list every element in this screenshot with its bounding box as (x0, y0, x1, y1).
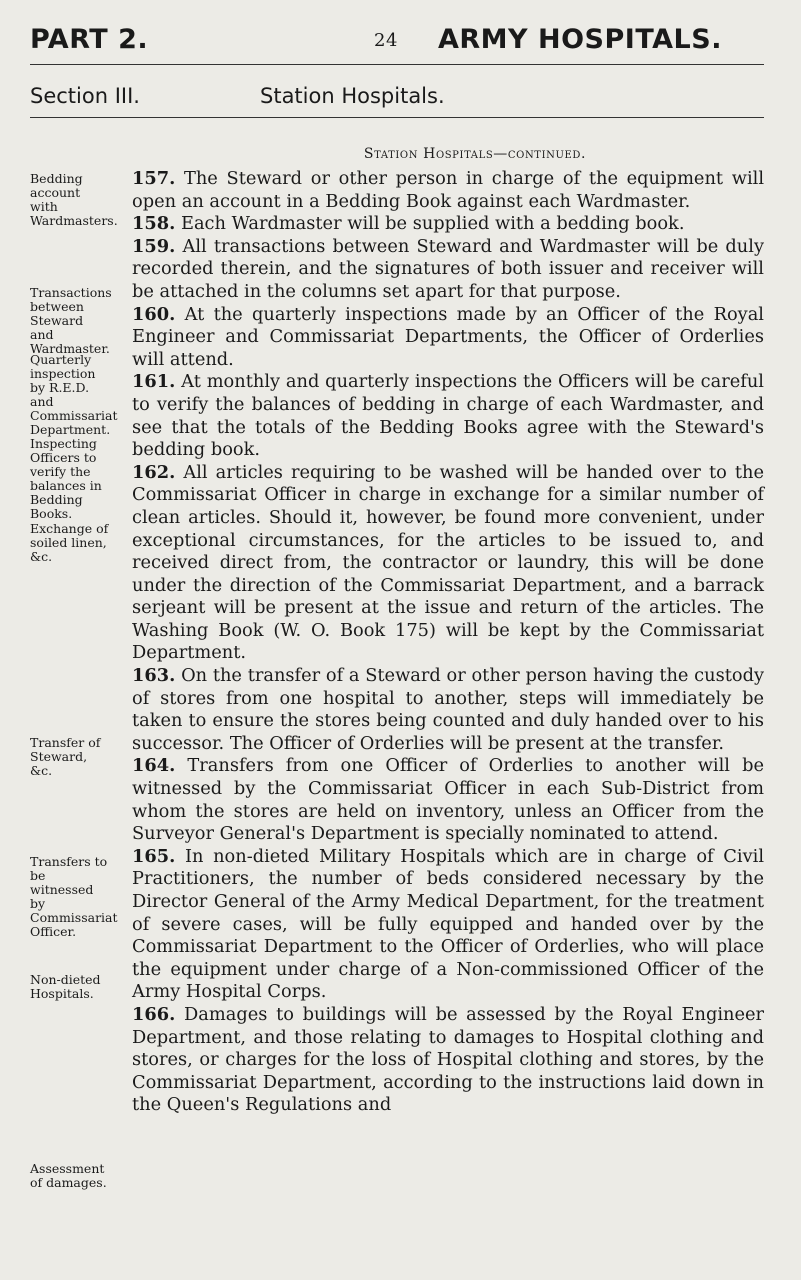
paragraph-text: All articles requiring to be washed will be handed over to the Commissariat Officer in charge in exchange for a similar number of clean articles. Should it, however, be found more convenient, under exceptional circumstances, for the articles to be issued to, and received direct from, the contractor or laundry, this will be done under the direction of the Commissariat Department, and a barrack serjeant will be present at the issue and return of the articles. The Washing Book (W. O. Book 175) will be kept by the Commissariat Department. (132, 461, 764, 664)
paragraph-text: At the quarterly inspections made by an Officer of the Royal Engineer and Commissariat Departments, the Officer of Orderlies will attend. (132, 303, 764, 370)
paragraph-159 (132, 236, 764, 304)
section-bar (30, 84, 770, 114)
paragraph-text: Each Wardmaster will be supplied with a bedding book. (180, 213, 685, 235)
margin-note: Assessment of damages. (30, 1161, 107, 1190)
running-title (225, 146, 725, 162)
paragraph-number: 165. (132, 845, 176, 867)
paragraph-text: The Steward or other person in charge of the equipment will open an account in a Bedding Book against each Wardmaster. (132, 168, 765, 212)
section-label: Section III. (30, 84, 140, 108)
paragraph-number: 162. (132, 461, 176, 483)
paragraph-number: 158. (132, 213, 176, 235)
margin-note: Transfers to be witnessed by Commissariat Officer. (30, 854, 118, 939)
paragraph-166 (132, 1004, 764, 1117)
paragraph-164 (132, 755, 764, 845)
margin-note: Quarterly inspection by R.E.D. and Commissariat Department. (30, 352, 118, 437)
paragraph-162 (132, 462, 764, 665)
paragraph-number: 160. (132, 303, 176, 325)
paragraph-text: Damages to buildings will be assessed by the Royal Engineer Department, and those relating to damages to Hospital clothing and stores, or charges for the loss of Hospital clothing and stores, by the Commissariat Department, according to the instructions laid down in the Queen's Regulations and (132, 1003, 765, 1116)
paragraph-number: 164. (132, 755, 176, 777)
paragraph-number: 157. (132, 168, 176, 189)
section-title: Station Hospitals. (260, 84, 445, 108)
paragraph-text: On the transfer of a Steward or other person having the custody of stores from one hospital to another, steps will immediately be taken to ensure the stores being counted and duly handed over to his successor. The Officer of Orderlies will be present at the transfer. (132, 665, 764, 754)
margin-note: Exchange of soiled linen, &c. (30, 521, 109, 564)
paragraph-158 (132, 213, 764, 236)
margin-note: Inspecting Officers to verify the balances in Bedding Books. (30, 436, 102, 521)
header-rule (30, 64, 764, 65)
margin-note: Transfer of Steward, &c. (30, 735, 101, 778)
paragraph-text: All transactions between Steward and Wardmaster will be duly recorded therein, and the signatures of both issuer and receiver will be attached in the columns set apart for that purpose. (132, 235, 764, 302)
paragraph-160 (132, 304, 764, 372)
paragraph-number: 161. (132, 371, 176, 393)
paragraph-text: Transfers from one Officer of Orderlies to another will be witnessed by the Commissariat Officer in each Sub-District from whom the stores are held on inventory, unless an Officer from the Surveyor General's Department is specially nominated to attend. (132, 755, 764, 845)
paragraph-161 (132, 371, 764, 461)
paragraph-165 (132, 846, 764, 1004)
section-rule (30, 117, 764, 118)
paragraph-text: At monthly and quarterly inspections the Officers will be careful to verify the balances of bedding in charge of each Wardmaster, and see that the totals of the Bedding Books agree with the Steward's bedding book. (132, 371, 764, 461)
body-text (132, 168, 764, 1117)
paragraph-text: In non-dieted Military Hospitals which are in charge of Civil Practitioners, the number of beds considered necessary by the Director General of the Army Medical Department, for the treatment of severe cases, will be fully equipped and handed over by the Commissariat Department to the Officer of Orderlies, who will place the equipment under charge of a Non-commissioned Officer of the Army Hospital Corps. (132, 845, 765, 1003)
paragraph-number: 166. (132, 1003, 176, 1025)
margin-note: Bedding account with Wardmasters. (30, 171, 118, 228)
paragraph-157 (132, 168, 764, 213)
paragraph-163 (132, 665, 764, 755)
page-number: 24 (374, 30, 398, 51)
book-title: ARMY HOSPITALS. (438, 24, 722, 55)
margin-note: Non-dieted Hospitals. (30, 972, 101, 1001)
paragraph-number: 159. (132, 235, 176, 257)
paragraph-number: 163. (132, 665, 176, 687)
page-header (30, 20, 770, 60)
running-title-text: Station Hospitals—continued. (363, 146, 587, 162)
part-label: PART 2. (30, 24, 149, 55)
margin-note: Transactions between Steward and Wardmaster. (30, 285, 112, 356)
